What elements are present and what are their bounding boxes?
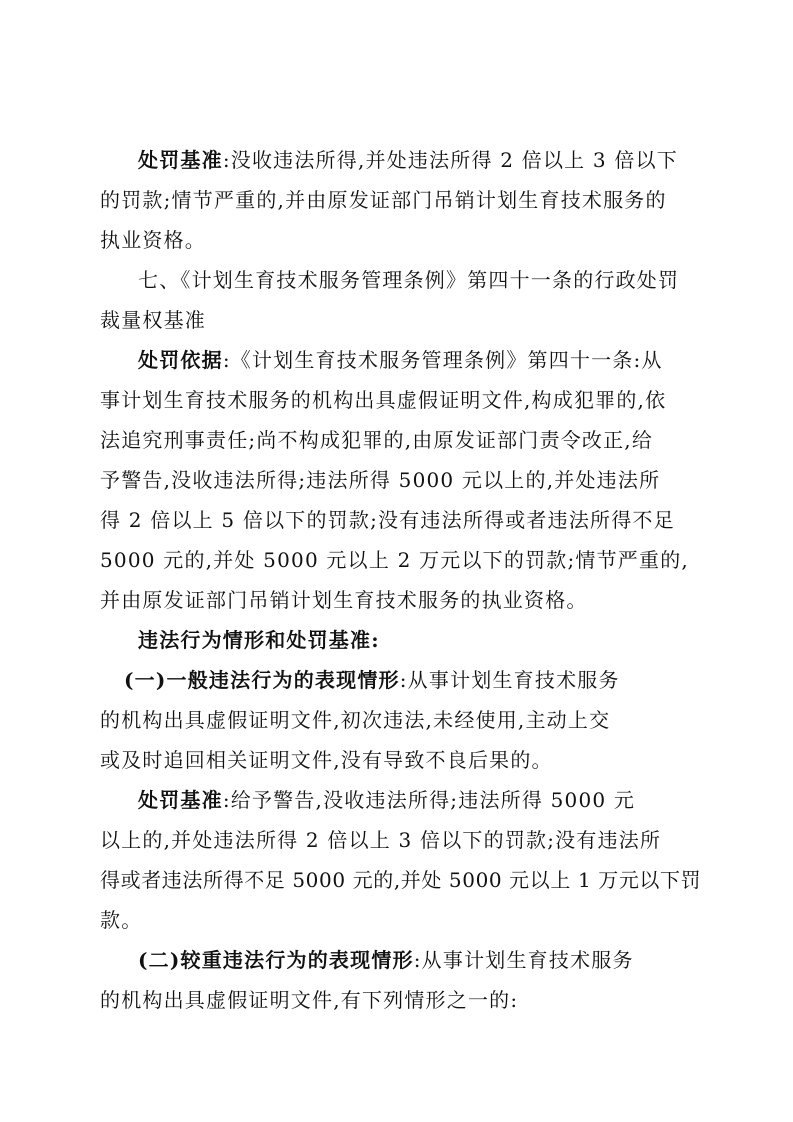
line-text: 事计划生育技术服务的机构出具虚假证明文件,构成犯罪的,依	[100, 388, 667, 412]
text-line	[138, 945, 634, 975]
line-text: :没收违法所得,并处违法所得 2 倍以上 3 倍以下	[222, 148, 678, 172]
text-line	[100, 705, 610, 735]
line-text: 或及时追回相关证明文件,没有导致不良后果的。	[100, 748, 553, 772]
text-line	[138, 345, 663, 375]
line-text: :从事计划生育技术服务	[399, 668, 620, 692]
line-text: 款。	[100, 908, 143, 932]
text-line	[100, 905, 142, 935]
text-line	[138, 785, 635, 815]
line-text: 以上的,并处违法所得 2 倍以上 3 倍以下的罚款;没有违法所	[100, 828, 662, 852]
section-heading	[138, 265, 679, 295]
text-line	[100, 465, 660, 495]
line-text: 法追究刑事责任;尚不构成犯罪的,由原发证部门责令改正,给	[100, 428, 654, 452]
line-text: 的机构出具虚假证明文件,有下列情形之一的:	[100, 988, 519, 1012]
text-line	[100, 985, 518, 1015]
line-text: 七、《计划生育技术服务管理条例》第四十一条的行政处罚	[138, 268, 680, 292]
bold-term: (一)一般违法行为的表现情形	[124, 668, 400, 692]
text-line	[100, 505, 675, 535]
text-line	[100, 825, 661, 855]
line-text: :给予警告,没收违法所得;违法所得 5000 元	[222, 788, 636, 812]
text-line	[100, 745, 553, 775]
text-line	[100, 425, 653, 455]
line-text: 裁量权基准	[100, 308, 206, 332]
text-line	[100, 385, 666, 415]
bold-term: 处罚基准	[138, 148, 223, 172]
text-line	[124, 665, 620, 695]
bold-term: 处罚依据	[138, 348, 223, 372]
text-line	[100, 865, 701, 895]
text-line	[100, 545, 689, 575]
line-text: 执业资格。	[100, 228, 206, 252]
line-text: :从事计划生育技术服务	[413, 948, 634, 972]
line-text: :《计划生育技术服务管理条例》第四十一条:从	[222, 348, 663, 372]
section-heading	[100, 305, 206, 335]
line-text: 得或者违法所得不足 5000 元的,并处 5000 元以上 1 万元以下罚	[100, 868, 702, 892]
line-text: 得 2 倍以上 5 倍以下的罚款;没有违法所得或者违法所得不足	[100, 508, 675, 532]
bold-term: 处罚基准	[138, 788, 223, 812]
line-text: 5000 元的,并处 5000 元以上 2 万元以下的罚款;情节严重的,	[100, 548, 689, 572]
subsection-heading	[138, 625, 380, 655]
bold-term: (二)较重违法行为的表现情形	[138, 948, 414, 972]
line-text: 并由原发证部门吊销计划生育技术服务的执业资格。	[100, 588, 588, 612]
line-text: 的机构出具虚假证明文件,初次违法,未经使用,主动上交	[100, 708, 611, 732]
text-line	[138, 145, 678, 175]
line-text: 予警告,没收违法所得;违法所得 5000 元以上的,并处违法所	[100, 468, 661, 492]
bold-term: 违法行为情形和处罚基准:	[138, 628, 380, 652]
text-line	[100, 225, 206, 255]
line-text: 的罚款;情节严重的,并由原发证部门吊销计划生育技术服务的	[100, 188, 667, 212]
text-line	[100, 585, 588, 615]
text-line	[100, 185, 667, 215]
